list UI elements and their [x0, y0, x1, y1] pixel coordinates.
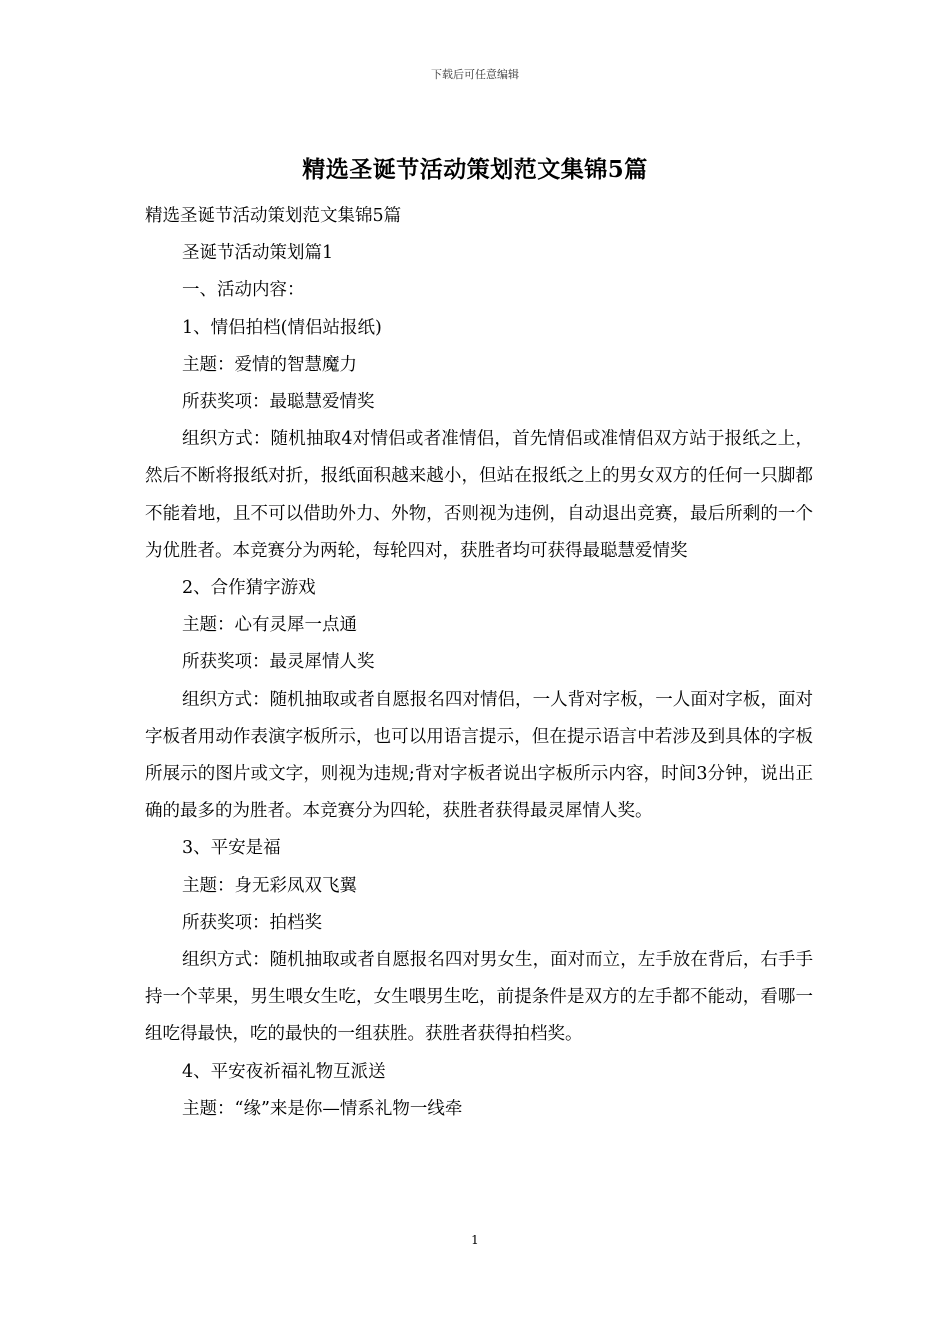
paragraph: 2、合作猜字游戏 [182, 578, 316, 599]
document-body [145, 198, 813, 1128]
paragraph: 主题：心有灵犀一点通 [182, 615, 357, 636]
paragraph: 精选圣诞节活动策划范文集锦5篇 [145, 206, 402, 226]
header-note: 下载后可任意编辑 [431, 68, 519, 81]
page-number: 1 [471, 1233, 479, 1247]
paragraph: 一、活动内容： [182, 280, 305, 301]
paragraph: 组织方式：随机抽取或者自愿报名四对男女生，面对而立，左手放在背后，右手手持一个苹果，男生喂女生吃，女生喂男生吃，前提条件是双方的左手都不能动，看哪一组吃得最快，吃的最快的一组获胜。获胜者获得拍档奖。 [145, 950, 813, 1045]
paragraph: 所获奖项：最灵犀情人奖 [182, 652, 375, 673]
paragraph: 主题：身无彩凤双飞翼 [182, 875, 357, 896]
paragraph: 4、平安夜祈福礼物互派送 [182, 1061, 386, 1082]
paragraph: 所获奖项：最聪慧爱情奖 [182, 392, 375, 413]
paragraph: 3、平安是福 [182, 838, 281, 859]
paragraph: 主题：“缘”来是你—情系礼物一线牵 [182, 1098, 463, 1119]
paragraph: 主题：爱情的智慧魔力 [182, 354, 357, 375]
paragraph: 圣诞节活动策划篇1 [182, 243, 334, 264]
paragraph: 组织方式：随机抽取或者自愿报名四对情侣，一人背对字板，一人面对字板，面对字板者用动作表演字板所示，也可以用语言提示，但在提示语言中若涉及到具体的字板所展示的图片或文字，则视为违规;背对字板者说出字板所示内容，时间3分钟，说出正确的最多的为胜者。本竞赛分为四轮，获胜者获得最灵犀情人奖。 [145, 689, 813, 822]
paragraph: 组织方式：随机抽取4对情侣或者准情侣，首先情侣或准情侣双方站于报纸之上，然后不断将报纸对折，报纸面积越来越小，但站在报纸之上的男女双方的任何一只脚都不能着地，且不可以借助外力、外物，否则视为违例，自动退出竞赛，最后所剩的一个为优胜者。本竞赛分为两轮，每轮四对，获胜者均可获得最聪慧爱情奖 [145, 429, 813, 561]
paragraph: 所获奖项：拍档奖 [182, 912, 322, 933]
paragraph: 1、情侣拍档(情侣站报纸) [182, 317, 382, 338]
document-title: 精选圣诞节活动策划范文集锦5篇 [302, 156, 648, 183]
